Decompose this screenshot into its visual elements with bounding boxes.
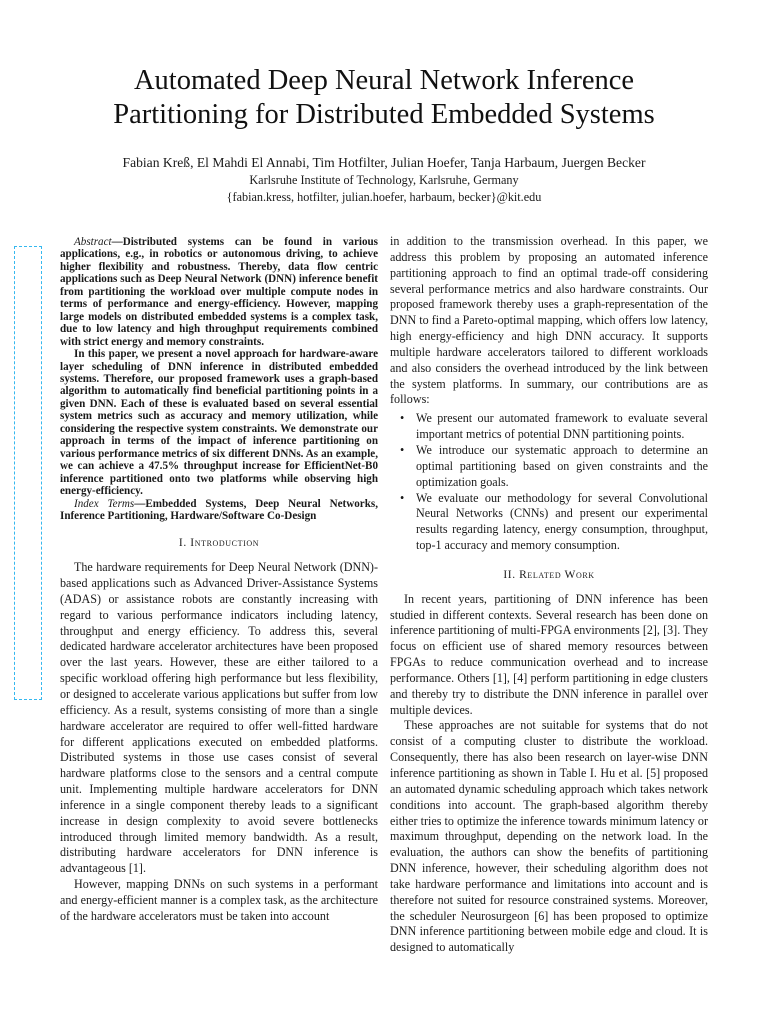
author-emails: {fabian.kress, hotfilter, julian.hoefer, harbaum, becker}@kit.edu (226, 190, 542, 204)
list-item: • We evaluate our methodology for several Convolutional Neural Networks (CNNs) and present our experimental results regarding latency, energy consumption, throughput, top-1 accuracy and memory consumption. (400, 490, 708, 553)
right-column (390, 234, 708, 956)
paper-title (0, 64, 768, 132)
bullet-icon: • (400, 490, 405, 505)
intro-paragraph-3: in addition to the transmission overhead. In this paper, we address this problem by proposing an automated inference partitioning approach to find an optimal trade-off considering several performance metrics and also hardware constraints. Our proposed framework thereby uses a graph-representation of the DNN to find a Pareto-optimal mapping, which offers low latency, high energy-efficiency and high DNN accuracy. It supports multiple hardware accelerators tailored to different workloads and also considers the overhead introduced by the link between the system platforms. In summary, our contributions are as follows: (390, 234, 708, 407)
abstract-paragraph-1 (60, 236, 378, 348)
index-terms (60, 498, 378, 523)
abstract-label: Abstract (74, 236, 112, 248)
bullet-icon: • (400, 411, 405, 426)
index-terms-label: Index Terms (74, 497, 135, 510)
selection-region-marker (14, 246, 42, 700)
left-column (60, 236, 378, 925)
index-terms-text: —Embedded Systems, Deep Neural Networks, Inference Partitioning, Hardware/Software Co-Design (60, 497, 378, 522)
affiliation: Karlsruhe Institute of Technology, Karlsruhe, Germany (249, 173, 519, 187)
paper-title-line-2: Partitioning for Distributed Embedded Systems (113, 99, 655, 130)
intro-paragraph-1: The hardware requirements for Deep Neural Network (DNN)-based applications such as Advanced Driver-Assistance Systems (ADAS) or assistance robots are constantly increasing with regard to various performance indicators including latency, throughput and energy efficiency. To address this, several dedicated hardware accelerator architectures have been proposed over the last years. However, these are either tailored to a specific workload offering high performance but less flexibility, or designed to accelerate various applications but suffer from low efficiency. As a result, systems consisting of more than a single hardware accelerator are required to offer well-fitted hardware for different applications executed on embedded platforms. Distributed systems in those use cases consist of several hardware platforms close to the sensors and a central compute unit. Implementing multiple hardware accelerators for DNN inference in a single component thereby leads to a significant increase in design complexity to avoid severe bottlenecks introduced through limited memory bandwidth. As a result, distributing hardware accelerators for DNN inference is advantageous [1]. (60, 560, 378, 876)
abstract-paragraph-2: In this paper, we present a novel approach for hardware-aware layer scheduling of DNN inference in distributed embedded systems. Therefore, our proposed framework uses a graph-based algorithm to automatically find beneficial partitioning points in a given DNN. Each of these is evaluated based on several essential system metrics such as accuracy and memory utilization, while considering the respective system constraints. We demonstrate our approach in terms of the impact of inference partitioning on various performance metrics of six different DNNs. As an example, we can achieve a 47.5% throughput increase for EfficientNet-B0 inference partitioned onto two platforms while observing high energy-efficiency. (60, 348, 378, 498)
author-list: Fabian Kreß, El Mahdi El Annabi, Tim Hotfilter, Julian Hoefer, Tanja Harbaum, Juergen Becker (122, 155, 646, 170)
abstract-section (60, 236, 378, 522)
related-paragraph-2: These approaches are not suitable for systems that do not consist of a computing cluster to distribute the workload. Consequently, there has also been research on layer-wise DNN inference partitioning as shown in Table I. Hu et al. [5] proposed an automated dynamic scheduling approach which takes network conditions into account. The graph-based algorithm thereby either tries to optimize the inference towards minimum latency or maximum throughput, depending on the network load. In the evaluation, the authors can show the benefits of partitioning DNN inference, however, their scheduling algorithm does not take hardware performance and limitations into account and is therefore not suited for resource constrained systems. Moreover, the scheduler Neurosurgeon [6] has been proposed to optimize DNN inference partitioning between mobile edge and cloud. It is designed to automatically (390, 718, 708, 955)
bullet-icon: • (400, 442, 405, 457)
paper-title-line-1: Automated Deep Neural Network Inference (133, 65, 635, 96)
section-heading-related-work: II. Related Work (503, 568, 595, 581)
abstract-text-1: —Distributed systems can be found in various applications, e.g., in robotics or autonomous driving, to achieve higher flexibility and robustness. Thereby, data flow centric applications such as Deep Neural Network (DNN) inference benefit from partitioning the workload over multiple compute nodes in terms of performance and energy-efficiency. However, mapping large models on distributed embedded systems is a complex task, due to low latency and high throughput requirements combined with strict energy and memory constraints. (60, 236, 378, 348)
section-heading-introduction: I. Introduction (178, 537, 260, 550)
related-paragraph-1: In recent years, partitioning of DNN inference has been studied in different contexts. Several research has been done on inference partitioning of multi-FPGA environments [2], [3]. They focus on efficient use of shared memory resources between FPGAs to reduce communication overhead and to increase performance. Others [1], [4] perform partitioning in edge clusters and thereby try to distribute the DNN inference in parallel over multiple devices. (390, 591, 708, 717)
contributions-list (390, 411, 708, 554)
list-item: • We present our automated framework to evaluate several important metrics of potential DNN partitioning points. (400, 411, 708, 442)
list-item: • We introduce our systematic approach to determine an optimal partitioning based on given constraints and the optimization goals. (400, 442, 708, 489)
intro-paragraph-2: However, mapping DNNs on such systems in a performant and energy-efficient manner is a complex task, as the architecture of the hardware accelerators must be taken into account (60, 877, 378, 923)
